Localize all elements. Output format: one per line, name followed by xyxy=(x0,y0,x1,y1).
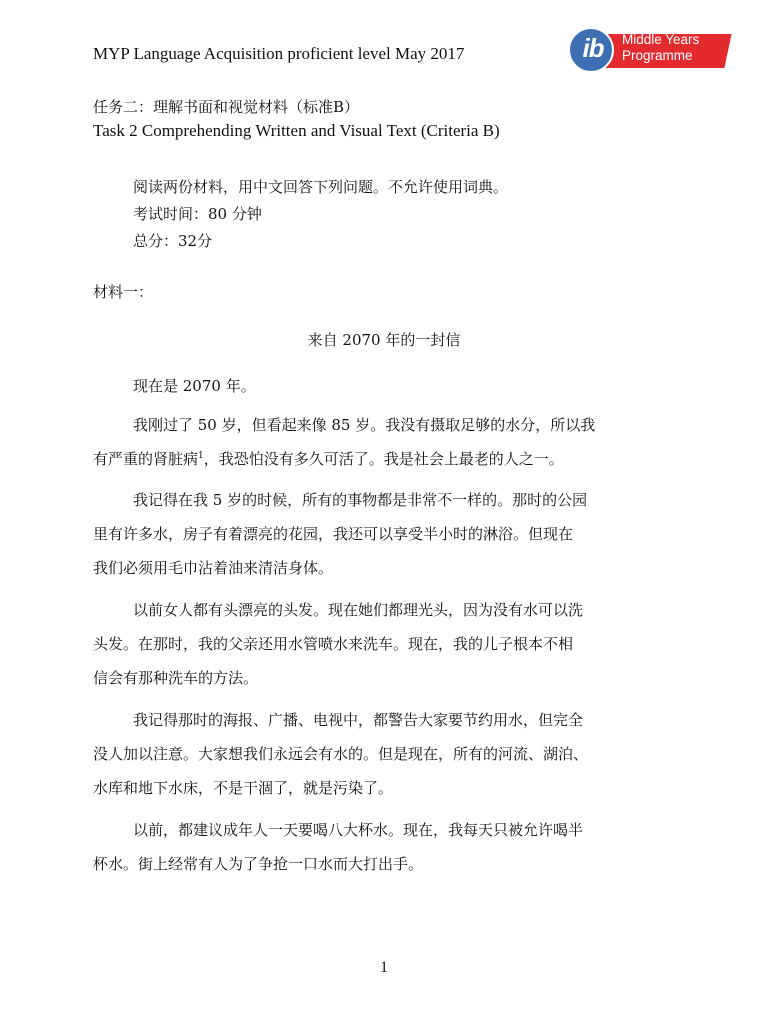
paragraph-line: 没人加以注意。大家想我们永远会有水的。但是现在，所有的河流、湖泊、 xyxy=(93,745,589,763)
document-header-title: MYP Language Acquisition proficient level May 2017 xyxy=(93,44,465,63)
paragraph-line: 我刚过了 50 岁，但看起来像 85 岁。我没有摄取足够的水分，所以我 xyxy=(133,416,596,434)
paragraph-line: 头发。在那时，我的父亲还用水管喷水来洗车。现在，我的儿子根本不相 xyxy=(93,635,574,653)
logo-line-1: Middle Years xyxy=(622,32,700,47)
task-title-chinese: 任务二：理解书面和视觉材料（标准B） xyxy=(93,98,360,116)
paragraph-line: 我记得在我 5 岁的时候，所有的事物都是非常不一样的。那时的公园 xyxy=(133,491,588,509)
logo-text xyxy=(622,32,699,64)
ib-mark: ib xyxy=(582,33,604,63)
paragraph-text: ，我恐怕没有多久可活了。我是社会上最老的人之一。 xyxy=(203,450,564,468)
paragraph-4 xyxy=(93,593,685,695)
instruction-line: 阅读两份材料，用中文回答下列问题。不允许使用词典。 xyxy=(133,178,509,196)
paragraph-line: 信会有那种洗车的方法。 xyxy=(93,669,259,687)
total-score: 总分：32分 xyxy=(133,232,213,250)
task-title-english: Task 2 Comprehending Written and Visual Text (Criteria B) xyxy=(93,121,500,140)
letter-title: 来自 2070 年的一封信 xyxy=(307,331,461,349)
paragraph-line: 水库和地下水床，不是干涸了，就是污染了。 xyxy=(93,779,394,797)
paragraph-2 xyxy=(93,408,685,476)
logo-line-2: Programme xyxy=(622,48,693,63)
paragraph-5 xyxy=(93,703,685,805)
paragraph-line: 以前，都建议成年人一天要喝八大杯水。现在，我每天只被允许喝半 xyxy=(133,821,584,839)
material-label: 材料一： xyxy=(93,283,154,301)
paragraph-1 xyxy=(93,369,685,403)
paragraph-line: 杯水。街上经常有人为了争抢一口水而大打出手。 xyxy=(93,855,424,873)
paragraph-line: 现在是 2070 年。 xyxy=(133,377,256,395)
page-number: 1 xyxy=(380,959,388,976)
paragraph-line: 我们必须用毛巾沾着油来清洁身体。 xyxy=(93,559,334,577)
paragraph-3 xyxy=(93,483,685,585)
ib-circle-icon xyxy=(568,27,614,73)
paragraph-text: 有严重的肾脏病 xyxy=(93,450,199,468)
ib-myp-logo xyxy=(566,26,732,76)
footnote-marker: 1 xyxy=(198,451,204,461)
paragraph-line: 我记得那时的海报、广播、电视中，都警告大家要节约用水，但完全 xyxy=(133,711,584,729)
paragraph-6 xyxy=(93,813,685,881)
paragraph-line: 以前女人都有头漂亮的头发。现在她们都理光头，因为没有水可以洗 xyxy=(133,601,584,619)
paragraph-line: 里有许多水，房子有着漂亮的花园，我还可以享受半小时的淋浴。但现在 xyxy=(93,525,574,543)
paragraph-line-with-footnote xyxy=(93,442,685,476)
exam-time: 考试时间：80 分钟 xyxy=(133,205,262,223)
